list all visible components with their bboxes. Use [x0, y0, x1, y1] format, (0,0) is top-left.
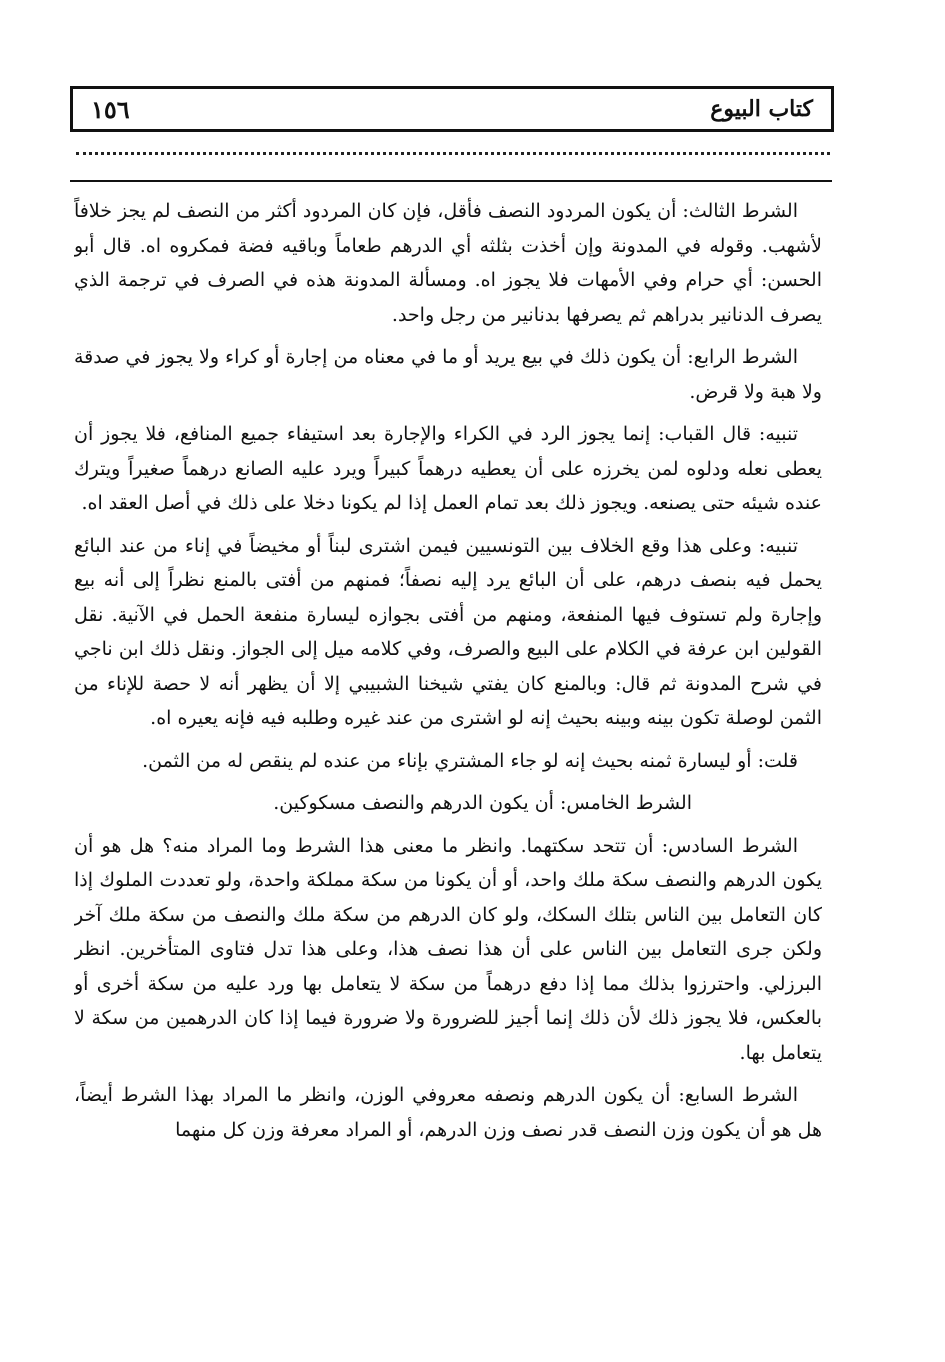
book-title: كتاب البيوع: [710, 96, 813, 122]
dotted-divider: [76, 152, 830, 155]
paragraph-note-1: تنبيه: قال القباب: إنما يجوز الرد في الكراء والإجارة بعد استيفاء جميع المنافع، فلا يجوز أن يعطى نعله ودلوه لمن يخرزه على أن يعطيه درهماً كبيراً ويرد عليه الصانع درهماً صغيراً ويترك عنده شيئه حتى يصنعه. ويجوز ذلك بعد تمام العمل إذا لم يكونا دخلا على ذلك في أصل العقد اه.: [74, 423, 822, 514]
paragraph-condition-6: الشرط السادس: أن تتحد سكتهما. وانظر ما معنى هذا الشرط وما المراد منه؟ هل هو أن يكون الدرهم والنصف سكة ملك واحد، أو أن يكونا من سكة مملكة واحدة، ولو تعددت الملوك إذا كان التعامل بين الناس بتلك السكك، ولو كان الدرهم من سكة ملك والنصف من سكة ملك آخر ولكن جرى التعامل بين الناس على أن هذا نصف هذا، وعلى هذا تدل فتاوى المتأخرين. انظر البرزلي. واحترزوا بذلك مما إذا دفع درهماً من سكة لا يتعامل بها ورد عليه من سكة أخرى أو بالعكس، فلا يجوز ذلك لأن ذلك إنما أجيز للضرورة ولا ضرورة فيما إذا كان الدرهمين من سكة لا يتعامل بها.: [74, 834, 822, 1064]
paragraph-remark: قلت: أو ليسارة ثمنه بحيث إنه لو جاء المشتري بإناء من عنده لم ينقص له من الثمن.: [142, 749, 798, 772]
paragraph-condition-3: الشرط الثالث: أن يكون المردود النصف فأقل، فإن كان المردود أكثر من النصف لم يجز خلافاً لأشهب. وقوله في المدونة وإن أخذت بثلثه أي الدرهم طعاماً وباقيه فضة فمكروه اه. قال أبو الحسن: أي حرام وفي الأمهات فلا يجوز اه. ومسألة المدونة هذه في الصرف في ترجمة الذي يصرف الدنانير بدراهم ثم يصرفها بدنانير من رجل واحد.: [74, 200, 822, 326]
paragraph-condition-7: الشرط السابع: أن يكون الدرهم ونصفه معروفي الوزن، وانظر ما المراد بهذا الشرط أيضاً، هل هو أن يكون وزن النصف قدر نصف وزن الدرهم، أو المراد معرفة وزن كل منهما: [74, 1084, 822, 1141]
paragraph-condition-5: الشرط الخامس: أن يكون الدرهم والنصف مسكوكين.: [273, 792, 692, 814]
page-number: ١٥٦: [91, 94, 130, 124]
paragraph-condition-4: الشرط الرابع: أن يكون ذلك في بيع يريد أو ما في معناه من إجارة أو كراء ولا يجوز في صدقة ولا هبة ولا قرض.: [74, 346, 822, 403]
solid-divider: [70, 180, 832, 182]
page-header: [70, 86, 834, 132]
page-body: [74, 194, 822, 1354]
paragraph-note-2: تنبيه: وعلى هذا وقع الخلاف بين التونسيين فيمن اشترى لبناً أو مخيضاً في إناء من عند البائع يحمل فيه بنصف درهم، على أن البائع يرد إليه نصفاً؛ فمنهم من أفتى بالمنع نظراً إلى أنه بيع وإجارة ولم تستوف فيها المنفعة، ومنهم من أفتى بجوازه ليسارة منفعة الحمل في الآنية. نقل القولين ابن عرفة في الكلام على البيع والصرف، وفي كلامه ميل إلى الجواز. ونقل ذلك ابن ناجي في شرح المدونة ثم قال: وبالمنع كان يفتي شيخنا الشبيبي إلا أن يظهر أنه لا حصة للإناء من الثمن لوصلة تكون بينه وبينه بحيث إنه لو اشترى من عند غيره وطلبه فيه فإنه يعيره اه.: [74, 534, 822, 729]
